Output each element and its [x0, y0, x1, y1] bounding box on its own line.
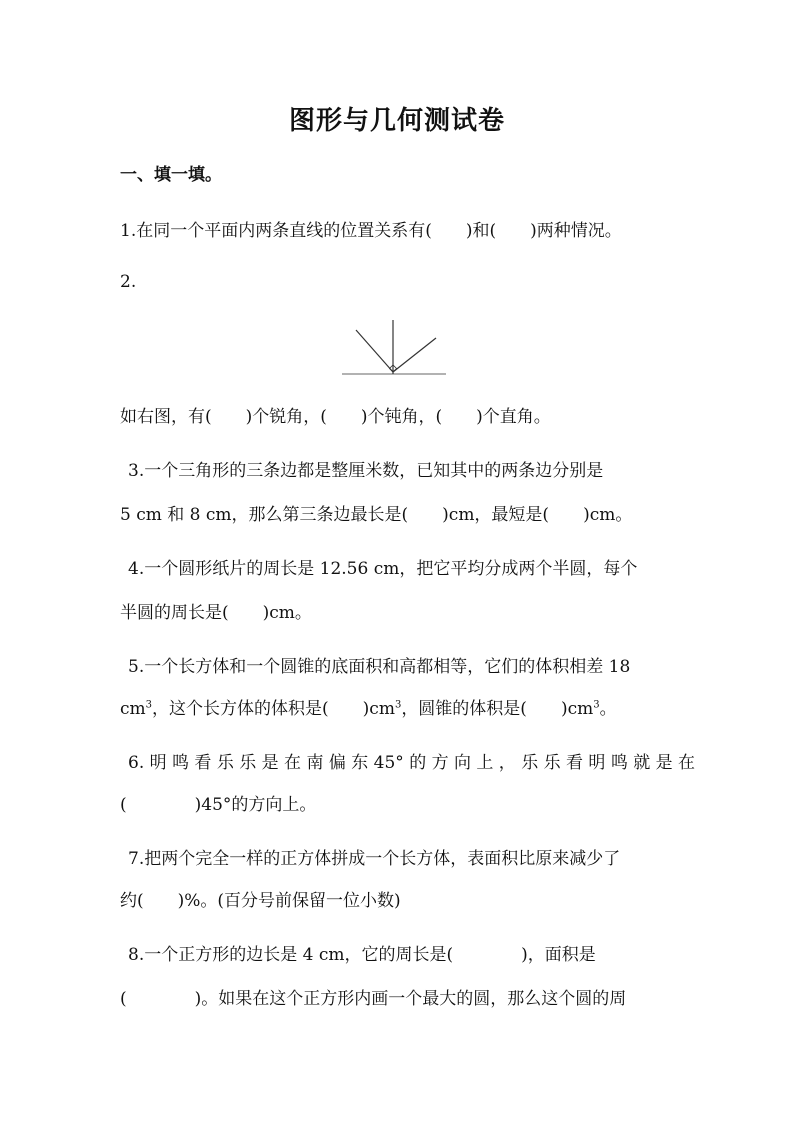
- angle-figure: [340, 316, 450, 378]
- question-7-line-2: 约( )%。(百分号前保留一位小数): [120, 891, 401, 911]
- question-2-text: 如右图，有( )个锐角，( )个钝角，( )个直角。: [120, 407, 551, 427]
- left-ray: [356, 330, 393, 372]
- superscript: 3: [593, 699, 600, 711]
- question-2-number: 2.: [120, 272, 137, 292]
- section-heading: 一、填一填。: [120, 165, 222, 185]
- end-punctuation: 。: [599, 699, 617, 719]
- question-6-line-1: 6. 明 鸣 看 乐 乐 是 在 南 偏 东 45° 的 方 向 上 ， 乐 乐 看 明 鸣 就 是 在: [128, 753, 696, 773]
- blank-text: ，这个长方体的体积是( )cm: [152, 699, 395, 719]
- question-8-line-1: 8.一个正方形的边长是 4 cm，它的周长是( )，面积是: [128, 945, 596, 965]
- question-3-line-1: 3.一个三角形的三条边都是整厘米数，已知其中的两条边分别是: [128, 461, 604, 481]
- question-3-line-2: 5 cm 和 8 cm，那么第三条边最长是( )cm，最短是( )cm。: [120, 505, 633, 525]
- blank-text: ，圆锥的体积是( )cm: [401, 699, 594, 719]
- unit-text: cm: [120, 699, 146, 719]
- question-4-line-1: 4.一个圆形纸片的周长是 12.56 cm，把它平均分成两个半圆，每个: [128, 559, 638, 579]
- question-5-line-2: [120, 694, 680, 719]
- right-ray: [393, 338, 436, 372]
- question-8-line-2: ( )。如果在这个正方形内画一个最大的圆，那么这个圆的周: [120, 989, 627, 1009]
- page-title: 图形与几何测试卷: [288, 106, 505, 136]
- question-1: 1.在同一个平面内两条直线的位置关系有( )和( )两种情况。: [120, 221, 622, 241]
- question-7-line-1: 7.把两个完全一样的正方体拼成一个长方体，表面积比原来减少了: [128, 849, 621, 869]
- question-6-line-2: ( )45°的方向上。: [120, 795, 317, 815]
- question-5-line-1: 5.一个长方体和一个圆锥的底面积和高都相等，它们的体积相差 18: [128, 657, 631, 677]
- superscript: 3: [394, 699, 402, 711]
- superscript: 3: [145, 699, 153, 711]
- question-4-line-2: 半圆的周长是( )cm。: [120, 603, 312, 623]
